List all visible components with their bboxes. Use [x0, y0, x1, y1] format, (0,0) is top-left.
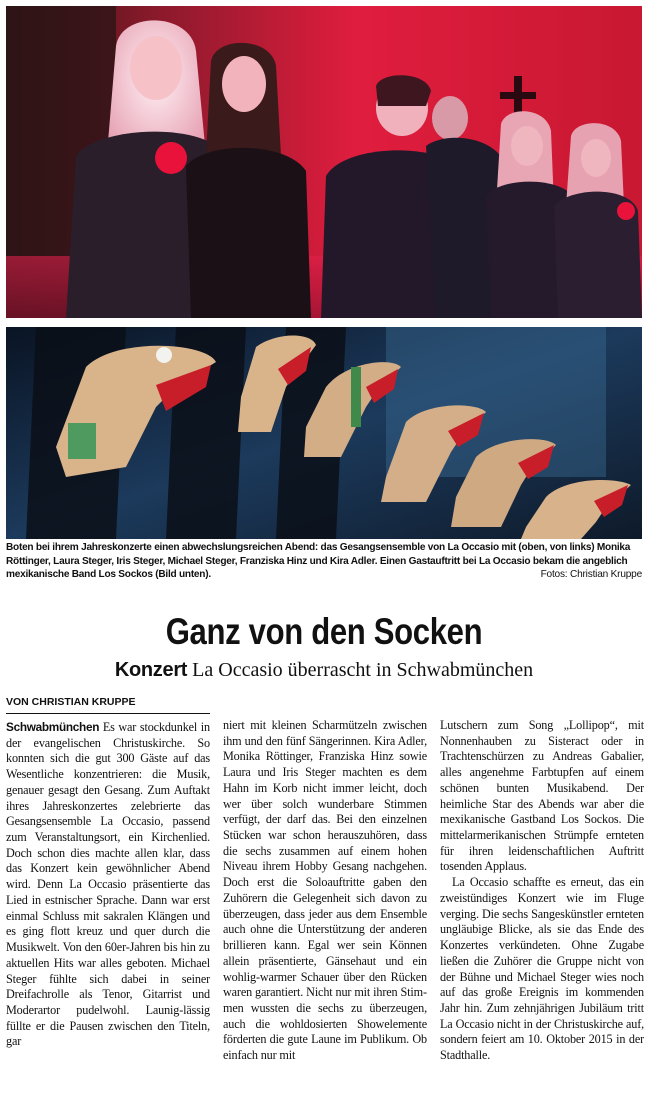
article-headline: Ganz von den Socken: [165, 611, 483, 652]
choir-stage-photo-icon: [6, 6, 642, 318]
article-column-2: [223, 718, 427, 1100]
article-subheadline: [0, 657, 648, 683]
article-lead-text: Es war stockdunkel in der evangelischen Christuskirche. So konnten sich die gut 300 Gäste auf das Wesentliche konzentrieren: die Musik, genauer gesagt den Gesang. Zum Auftakt ihres Jahreskonzertes zelebrierte das Gesangsensemble La Occasio, passend zum Veranstaltungsort, ein Kirchenlied. Doch schon dies machte allen klar, dass das Konzert kein gewöhnlicher Abend wird. Denn La Occasio präsentierte das Lied in estnischer Sprache. Dann war erst einmal Schluss mit sakralen Klängen und es ging flott kreuz und quer durch die Musikwelt. Von den 60er-Jahren bis hin zu aktuellen Hits war alles geboten. Michael Steger fühlte sich dabei in seiner Dreifachrolle als Tenor, Gitarrist und Moderartor pudelwohl. Launig-lässig füllte er die Pausen zwischen den Titeln, gar: [6, 720, 210, 1049]
article-column-2-text: niert mit kleinen Scharmützeln zwischen ihm und den fünf Sängerinnen. Kira Adler, Monika Röttinger, Franziska Hinz sowie Laura und Iris Steger machten es dem Hahn im Korb nicht immer leicht, doch wer über solch wunderbare Stimmen verfügt, der darf das. Bei den einzelnen Stücken war schon herauszuhören, dass die sechs zusammen auf einem hohen Niveau ihrem Hobby Gesang nachgehen. Doch erst die Soloauftritte gaben den Zuhörern die Gelegenheit sich davon zu überzeugen, dass jeder aus dem Ensemble auch ohne die Unterstützung der anderen brillieren kann. Egal wer sein Können allein präsentierte, Gänsehaut und ein wohlig-warmer Schauer über den Rücken waren garantiert. Nicht nur mit ihren Stimmen wussten die sechs zu überzeugen, auch die wohldosierten Showelemente förderten die gute Laune im Publikum. Ob einfach nur mit: [223, 718, 427, 1063]
sock-puppet-band-photo-icon: [6, 327, 642, 539]
photo-caption: [6, 541, 642, 582]
article-byline: VON CHRISTIAN KRUPPE: [6, 694, 210, 714]
article-dateline: Schwabmünchen: [6, 720, 100, 734]
article-lead-paragraph: [6, 720, 210, 1050]
article-column-3-paragraph-1: Lutschern zum Song „Lollipop“, mit Nonnenhauben zu Sisteract oder in Trachtenschürzen zu Andreas Gabalier, alles angenehme Farbtupfen auf einem schönen bunten Musikabend. Der heimliche Star des Abends war aber die mexikanische Gastband Los Sockos. Die mittelarmerikanischen Strümpfe ernteten für ihren leidenschaftlichen Auftritt tosenden Applaus.: [440, 718, 644, 874]
caption-text: Boten bei ihrem Jahreskonzerte einen abwechslungsreichen Abend: das Gesangsensemble von La Occasio mit (oben, von links) Monika Röttinger, Laura Steger, Iris Steger, Michael Steger, Franziska Hinz und Kira Adler. Einen Gastauftritt bei La Occasio bekam die angeblich mexikanische Band Los Sockos (Bild unten).: [6, 542, 631, 581]
article-column-3-paragraph-2: La Occasio schaffte es erneut, das ein zweistündiges Konzert wie im Fluge verging. Die sechs Sangeskünstler ernteten ungläubige Blicke, als sie das Ende des Konzertes verkündeten. Ohne Zugabe ließen die Zuhörer die Gruppe nicht von der Bühne und Michael Steger wies noch auf das große Ereignis im kommenden Jahr hin. Zum zehnjährigen Jubiläum tritt La Occasio nicht in der Christuskirche auf, sondern feiert am 10. Oktober 2015 in der Stadthalle.: [440, 875, 644, 1063]
sock-puppet-photo: [6, 327, 642, 539]
choir-photo: [6, 6, 642, 318]
article-column-3: [440, 718, 644, 1100]
photo-credit: Fotos: Christian Kruppe: [540, 569, 642, 581]
subheadline-kicker: Konzert: [114, 659, 188, 681]
article-column-1: [6, 694, 210, 1076]
subheadline-text: La Occasio überrascht in Schwabmünchen: [192, 659, 534, 681]
